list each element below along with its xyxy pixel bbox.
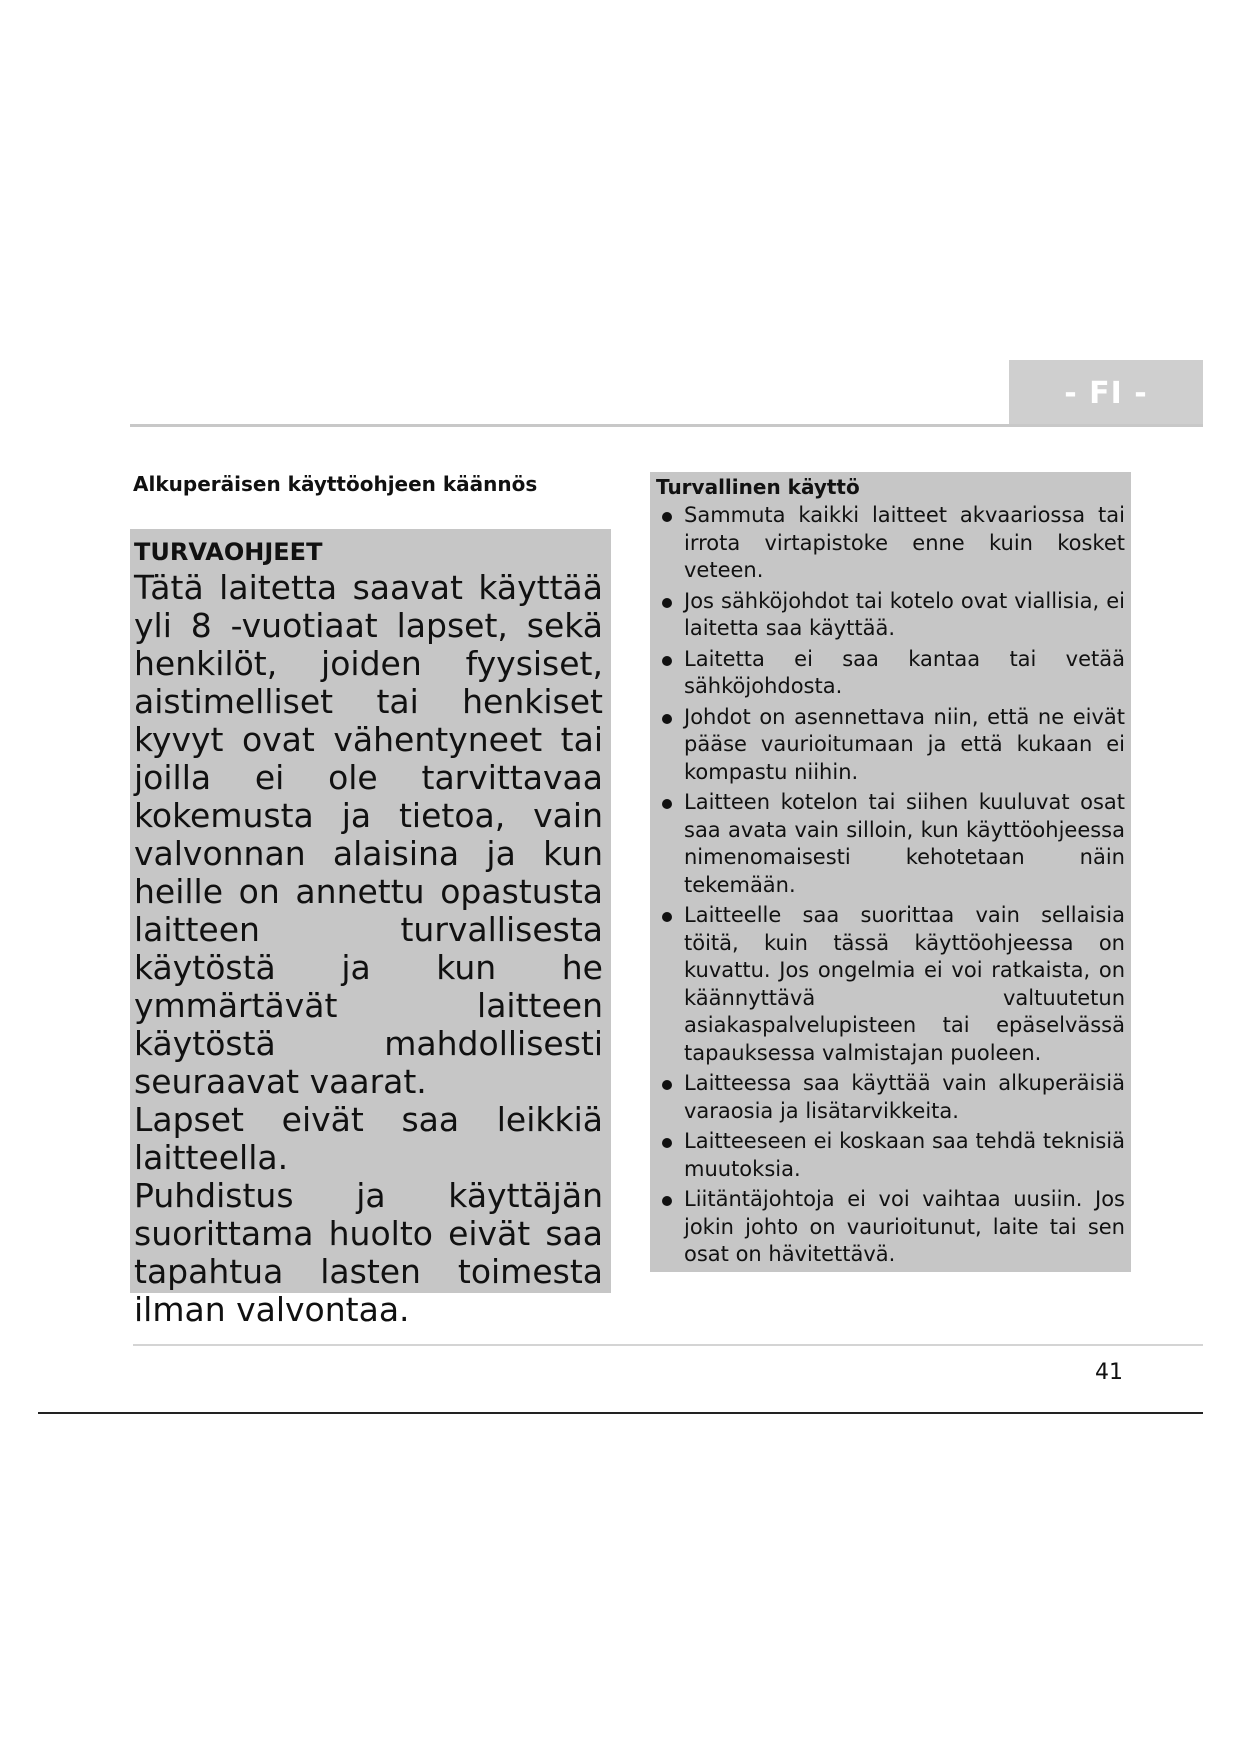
safety-instructions-box: [130, 529, 611, 1329]
bullet-icon: [662, 512, 672, 522]
list-item: Jos sähköjohdot tai kotelo ovat viallisia, ei laitetta saa käyttää.: [656, 588, 1125, 643]
page-number: 41: [1095, 1360, 1123, 1385]
list-item: Laitteen kotelon tai siihen kuuluvat osat saa avata vain silloin, kun käyttöohjeessa nimenomaisesti kehotetaan näin tekemään.: [656, 789, 1125, 899]
bullet-icon: [662, 799, 672, 809]
list-item: Laitteessa saa käyttää vain alkuperäisiä varaosia ja lisätarvikkeita.: [656, 1070, 1125, 1125]
list-item: Laitteeseen ei koskaan saa tehdä teknisiä muutoksia.: [656, 1128, 1125, 1183]
safety-paragraph: Tätä laitetta saavat käyttää yli 8 -vuotiaat lapset, sekä henkilöt, joiden fyysiset, aistimelliset tai henkiset kyvyt ovat vähentyneet tai joilla ei ole tarvittavaa kokemusta ja tietoa, vain valvonnan alaisina ja kun heille on annettu opastusta laitteen turvallisesta käytöstä ja kun he ymmärtävät laitteen käytöstä mahdollisesti seuraavat vaarat.: [134, 568, 603, 1101]
safety-paragraph: Puhdistus ja käyttäjän suorittama huolto eivät saa tapahtua lasten toimesta ilman valvontaa.: [134, 1176, 603, 1329]
footer-divider: [133, 1344, 1203, 1346]
safety-instructions-heading: TURVAOHJEET: [134, 538, 323, 566]
safe-use-box: [650, 472, 1131, 1272]
document-subtitle: Alkuperäisen käyttöohjeen käännös: [133, 472, 538, 496]
list-item: Sammuta kaikki laitteet akvaariossa tai irrota virtapistoke enne kuin kosket veteen.: [656, 502, 1125, 585]
bullet-icon: [662, 1080, 672, 1090]
list-item: Liitäntäjohtoja ei voi vaihtaa uusiin. Jos jokin johto on vaurioitunut, laite tai sen osat on hävitettävä.: [656, 1186, 1125, 1269]
safe-use-heading: Turvallinen käyttö: [656, 475, 860, 499]
language-tab: - FI -: [1009, 360, 1203, 426]
list-item: Laitetta ei saa kantaa tai vetää sähköjohdosta.: [656, 646, 1125, 701]
header-divider: [130, 424, 1203, 427]
bullet-icon: [662, 912, 672, 922]
page-edge-line: [38, 1412, 1203, 1414]
list-item: Johdot on asennettava niin, että ne eivät pääse vaurioitumaan ja että kukaan ei kompastu niihin.: [656, 704, 1125, 787]
bullet-icon: [662, 1138, 672, 1148]
safety-paragraph: Lapset eivät saa leikkiä laitteella.: [134, 1100, 603, 1177]
bullet-icon: [662, 1196, 672, 1206]
list-item: Laitteelle saa suorittaa vain sellaisia töitä, kuin tässä käyttöohjeessa on kuvattu. Jos ongelmia ei voi ratkaista, on käännyttävä valtuutetun asiakaspalvelupisteen tai epäselvässä tapauksessa valmistajan puoleen.: [656, 902, 1125, 1067]
bullet-icon: [662, 656, 672, 666]
bullet-icon: [662, 714, 672, 724]
safe-use-list: [656, 502, 1125, 1269]
bullet-icon: [662, 598, 672, 608]
